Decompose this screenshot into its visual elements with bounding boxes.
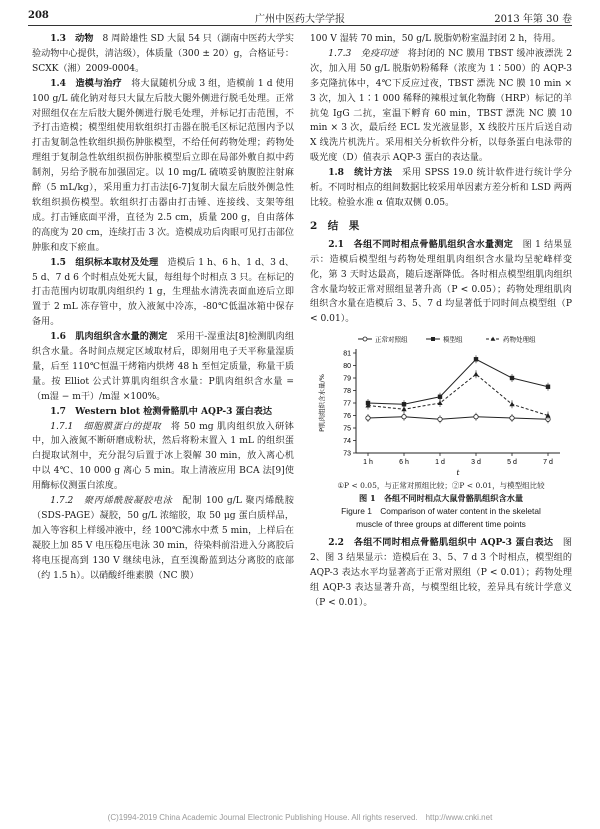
para-1-7-1: 1.7.1 细胞膜蛋白的提取 将 50 mg 肌肉组织放入研钵中，加入液氮不断研磨成粉状，然后将粉末置入 1 mL 的组织蛋白提取试剂中，充分混匀后置于冰上裂解 30 min，放入离心机中以 4℃、10 000 g 离心 5 min。取上清液应用 BCA 法[9]使用酶标仪测蛋白浓度。 [32,421,294,492]
y-tick-label: 79 [343,375,351,383]
series-line-0 [368,417,548,420]
para-1-7-3: 1.7.3 免疫印迹 将封闭的 NC 膜用 TBST 缓冲液漂洗 2 次，加入用 50 g/L 脱脂奶粉稀释（浓度为 1∶500）的 AQP-3 多克隆抗体中，4℃下反应过夜，TBST 漂洗 NC 膜 10 min × 3 次，加入 1∶1 000 稀释的辣根过氧化物酶（HRP）标记的羊抗兔 IgG 二抗，室温下孵育 60 min，TBST 漂洗 NC 膜 10 min × 3 次，最后经 ECL 发光液显影，X 线胶片压片后送自动 X 线洗片机洗片。采用相关分析软件分析，以每条蛋白电泳带的吸光度（D）值表示 AQP-3 蛋白的表达量。 [310,48,572,164]
data-point [366,416,370,420]
data-point [402,415,406,419]
data-point [438,395,442,399]
y-tick-label: 81 [343,350,351,358]
x-tick-label: 5 d [507,459,517,467]
legend-label: 药物处理组 [503,335,536,344]
legend-marker [363,337,367,341]
para-1-7-2: 1.7.2 聚丙烯酰胺凝胶电泳 配制 100 g/L 聚丙烯酰胺（SDS-PAGE）凝胶，50 g/L 浓缩胶，取 50 μg 蛋白质样品，加入等容积上样缓冲液中，经 100℃沸水中煮 5 min，上样后在凝胶上加 85 V 电压稳压电泳 30 min，待染料前沿进入分离胶后将电压提高到 130 V 继续电泳，直至溴酚蓝到达分离胶的底部（约 1.5 h）。以硝酸纤维素膜（NC 膜） [32,496,294,581]
para-1-3: 1.3 动物 8 周龄雄性 SD 大鼠 54 只（湖南中医药大学实验动物中心提供，清洁级），体质量（300 ± 20）g，合格证号：SCXK（湘）2009-0004。 [32,33,294,74]
y-tick-label: 73 [343,450,351,458]
series-line-1 [368,359,548,404]
data-point [510,416,514,420]
figure-caption-cn: 图 1 各组不同时相点大鼠骨骼肌组织含水量 [358,493,524,504]
data-point [509,402,514,407]
para-cont: 100 V 湿转 70 min，50 g/L 脱脂奶粉室温封闭 2 h，待用。 [310,34,561,44]
para-1-4: 1.4 造模与治疗 将大鼠随机分成 3 组，造模前 1 d 使用 100 g/L 硫化钠对每只大鼠左后肢大腿外侧进行脱毛处理。正常对照组仅在左后肢大腿外侧进行脱毛处理，并标记打击范围，不予打击造模；模型组使用软组织打击器在脱毛区标记范围内予以打击复制急性软组织损伤肿胀模型，不给任何药物处理；药物处理组于复制急性软组织损伤肿胀模型后立即在局部外敷自拟中药制剂，另给予脱布加强固定。以 10 mg/L 硫喷妥钠腹腔注射麻醉（5 mL/kg），采用重力打击法[6-7]复制大鼠左后肢外侧急性软组织损伤模型。软组织打击器由打击锤、连接线、支架等组成。打击锤底面平滑，直径为 2.5 cm，质量 200 g，自由落体的高度为 20 cm，连续打击 3 次。造模成功后肉眼可见打击部位肿胀和皮下瘀血。 [32,77,294,253]
para-1-6: 1.6 肌肉组织含水量的测定 采用干-湿重法[8]检测肌肉组织含水量。各时间点规定区域取材后，即刻用电子天平称量湿质量，后至 110℃恒温干烤箱内烘烤 48 h 至恒定质量，称量干质量。按 Elliot 公式计算肌肉组织含水量：P肌肉组织含水量 = （m湿 − m干）/m湿 ×100%。 [32,331,294,402]
legend-label: 模型组 [443,335,463,344]
legend-label: 正常对照组 [375,335,408,344]
section-2-title: 2 结 果 [310,219,360,232]
data-point [401,407,406,412]
data-point [474,357,478,361]
data-point [438,417,442,421]
y-tick-label: 80 [343,363,351,371]
para-1-7: 1.7 Western blot 检测骨骼肌中 AQP-3 蛋白表达 [50,405,272,417]
page-header [28,8,572,24]
copyright-footer: (C)1994-2019 China Academic Journal Electronic Publishing House. All rights reserved. http://www.cnki.net [107,813,493,822]
para-2-1: 2.1 各组不同时相点骨骼肌组织含水量测定 图 1 结果显示：造模后模型组与药物处理组肌肉组织含水量均呈驼峰样变化，第 3 天时达最高，随后逐渐降低。各时相点模型组肌肉组织含水量均较正常对照组显著升高（P < 0.05）；药物处理组肌肉组织含水量在造模后 3、5、7 d 均显著低于同时间点模型组（P < 0.01）。 [310,238,572,325]
y-tick-label: 78 [343,388,351,396]
y-axis-label: P肌肉组织含水量/% [318,374,326,433]
x-tick-label: 1 h [363,459,373,467]
x-tick-label: 7 d [543,459,553,467]
x-tick-label: 1 d [435,459,445,467]
right-column [310,32,572,611]
x-axis-label: t [456,468,460,478]
para-1-5: 1.5 组织标本取材及处理 造模后 1 h、6 h、1 d、3 d、5 d、7 d 6 个时相点处死大鼠，每组每个时相点 3 只。在标记的打击范围内切取肌肉组织约 1 g，生理盐水清洗表面血迹后立即置于 2 mL 冻存管中，放入液氮中冷冻，-80℃低温冰箱中保存备用。 [32,256,294,328]
data-point [473,372,478,377]
figure-caption-en-1: Figure 1 Comparison of water content in the skeletal [341,506,541,517]
y-tick-label: 74 [343,438,351,446]
legend-marker [431,337,435,341]
left-column [32,32,294,584]
x-tick-label: 3 d [471,459,481,467]
y-tick-label: 77 [343,400,351,408]
line-chart [310,331,572,481]
para-2-2: 2.2 各组不同时相点骨骼肌组织中 AQP-3 蛋白表达 图 2、图 3 结果显示：造模后在 3、5、7 d 3 个时相点，模型组的 AQP-3 表达水平均显著高于正常对照组（P < 0.01）；药物处理组 AQP-3 表达显著升高，与模型组比较，差异具有统计学意义（P < 0.01）。 [310,537,572,608]
issue-info: 2013 年第 30 卷 [494,14,572,25]
data-point [474,415,478,419]
journal-title: 广州中医药大学学报 [255,14,345,25]
y-tick-label: 76 [343,413,351,421]
page-number: 208 [28,10,49,21]
y-tick-label: 75 [343,425,351,433]
header-rule [28,25,572,26]
figure-note: ①P < 0.05，与正常对照组比较；②P < 0.01，与模型组比较 [337,481,545,491]
x-tick-label: 6 h [399,459,409,467]
figure-caption-en-2: muscle of three groups at different time points [356,519,526,530]
data-point [546,385,550,389]
para-1-8: 1.8 统计方法 采用 SPSS 19.0 统计软件进行统计学分析。不同时相点的组间数据比较采用单因素方差分析和 LSD 两两比较。检验水准 α 值取双侧 0.05。 [310,167,572,208]
figure-1-chart [310,331,572,481]
data-point [510,376,514,380]
